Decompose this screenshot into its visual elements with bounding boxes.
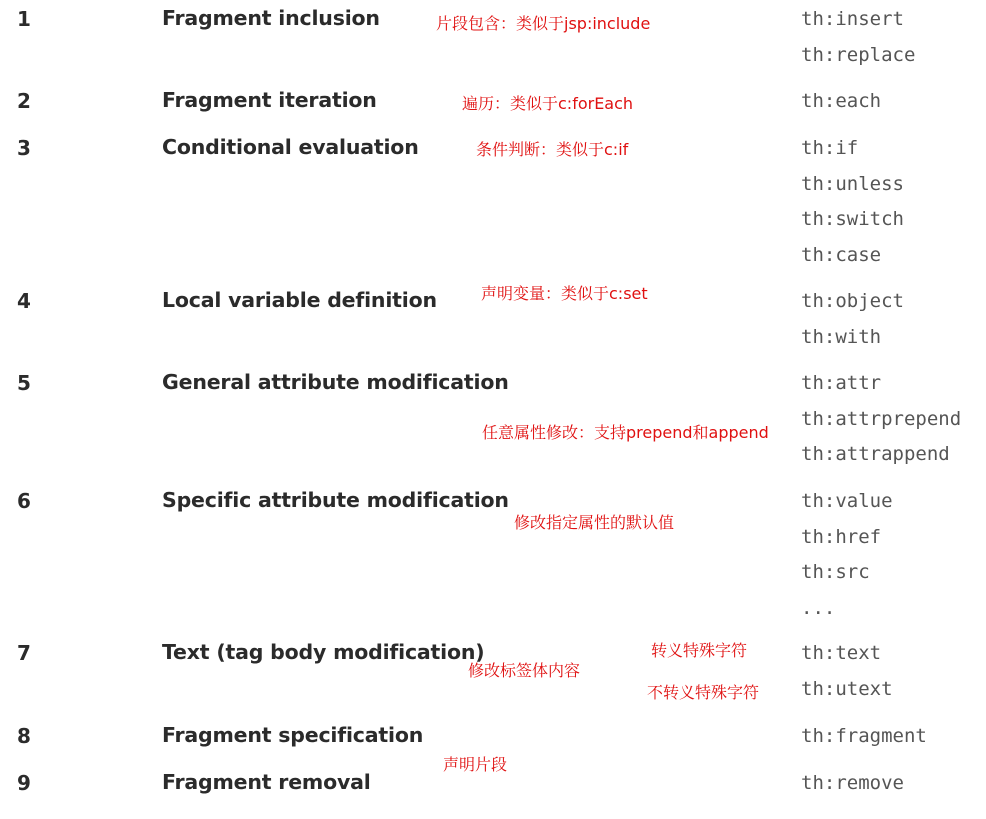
row-7-annotation-modify-body: 修改标签体内容	[468, 661, 581, 680]
row-1-order: 1	[17, 7, 31, 31]
row-5-feature: General attribute modification	[162, 370, 509, 394]
attribute-th-attr: th:attr	[801, 372, 882, 394]
attribute-th-object: th:object	[801, 290, 904, 312]
row-9-order: 9	[17, 771, 31, 795]
row-7-feature: Text (tag body modification)	[162, 640, 485, 664]
row-5-annotation: 任意属性修改：支持prepend和append	[482, 423, 769, 442]
attribute-th-replace: th:replace	[801, 43, 916, 66]
row-4-order: 4	[17, 289, 31, 313]
row-2-feature: Fragment iteration	[162, 88, 377, 112]
row-8-attributes	[801, 724, 927, 760]
row-3-order: 3	[17, 136, 31, 160]
row-1-annotation: 片段包含：类似于jsp:include	[436, 14, 651, 33]
row-8-feature: Fragment specification	[162, 723, 424, 747]
row-1-attributes	[801, 7, 915, 78]
row-7-order: 7	[17, 641, 31, 665]
attribute-th-href: th:href	[801, 525, 882, 548]
attribute-th-each: th:each	[801, 90, 882, 112]
attribute-th-utext: th:utext	[801, 677, 893, 700]
row-2-order: 2	[17, 89, 31, 113]
row-3-annotation: 条件判断：类似于c:if	[476, 140, 629, 159]
row-4-annotation: 声明变量：类似于c:set	[481, 284, 648, 303]
row-4-feature: Local variable definition	[162, 288, 437, 312]
attribute-ellipsis: ...	[801, 596, 836, 619]
row-5-order: 5	[17, 371, 31, 395]
row-6-attributes	[801, 489, 893, 631]
row-7-annotation-escape: 转义特殊字符	[651, 641, 748, 660]
row-7-attributes	[801, 641, 893, 712]
attribute-th-attrprepend: th:attrprepend	[801, 407, 962, 430]
row-8-order: 8	[17, 724, 31, 748]
attribute-th-with: th:with	[801, 325, 882, 348]
attribute-th-unless: th:unless	[801, 172, 904, 195]
attribute-th-case: th:case	[801, 243, 882, 266]
attribute-th-src: th:src	[801, 561, 870, 583]
row-3-feature: Conditional evaluation	[162, 135, 419, 159]
row-4-attributes	[801, 289, 904, 360]
row-9-attributes	[801, 771, 904, 807]
attribute-th-if: th:if	[801, 137, 859, 159]
row-5-attributes	[801, 371, 961, 478]
row-2-annotation: 遍历：类似于c:forEach	[462, 94, 634, 113]
attribute-th-switch: th:switch	[801, 208, 904, 230]
row-7-annotation-no-escape: 不转义特殊字符	[647, 683, 760, 702]
attribute-th-text: th:text	[801, 642, 882, 664]
row-6-feature: Specific attribute modification	[162, 488, 509, 512]
row-2-attributes	[801, 89, 881, 125]
row-3-attributes	[801, 136, 904, 278]
attribute-th-value: th:value	[801, 490, 893, 512]
row-9-annotation: 声明片段	[443, 755, 508, 774]
row-1-feature: Fragment inclusion	[162, 6, 380, 30]
row-6-order: 6	[17, 489, 31, 513]
attribute-th-attrappend: th:attrappend	[801, 443, 950, 465]
attribute-th-fragment: th:fragment	[801, 725, 927, 747]
row-9-feature: Fragment removal	[162, 770, 371, 794]
attribute-th-insert: th:insert	[801, 8, 904, 30]
row-6-annotation: 修改指定属性的默认值	[514, 513, 675, 532]
attribute-th-remove: th:remove	[801, 772, 904, 794]
